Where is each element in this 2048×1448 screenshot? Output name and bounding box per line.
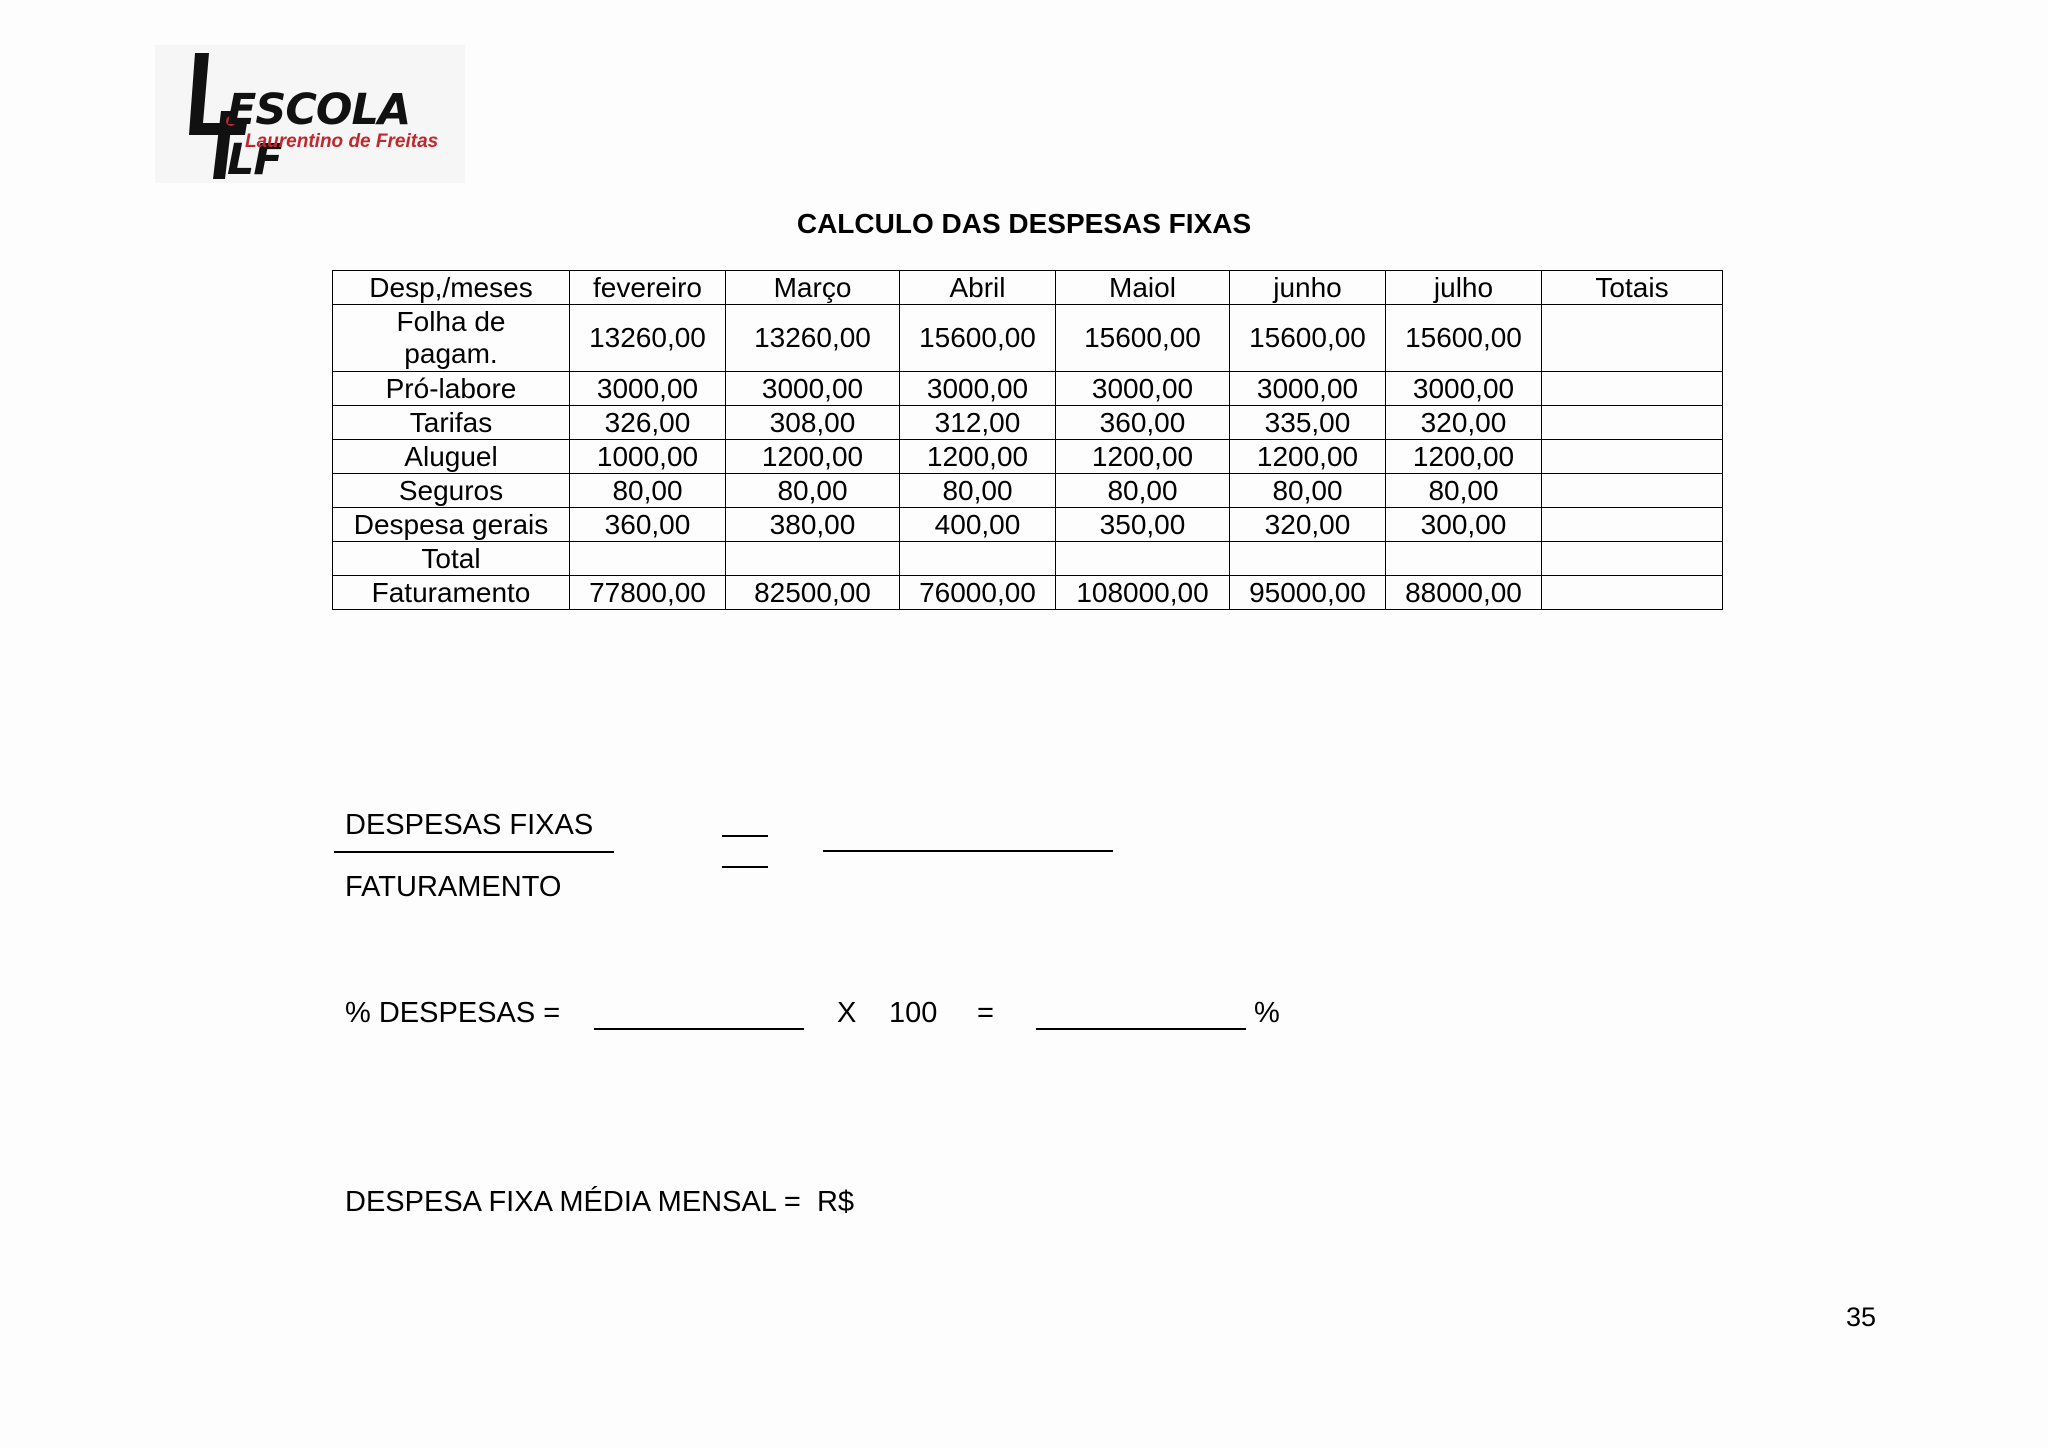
school-logo [155, 45, 465, 183]
table-cell [1386, 542, 1542, 576]
table-cell [1542, 508, 1723, 542]
times-sign: X [837, 997, 857, 1029]
table-header-cell: Desp,/meses [333, 271, 570, 305]
table-row [333, 576, 1723, 610]
table-header-cell: fevereiro [570, 271, 726, 305]
table-cell: 3000,00 [570, 372, 726, 406]
page-title: CALCULO DAS DESPESAS FIXAS [796, 208, 1252, 239]
operator-line-bottom [722, 866, 768, 868]
operator-line-top [722, 835, 768, 837]
table-cell: 350,00 [1056, 508, 1230, 542]
table-cell: 82500,00 [726, 576, 900, 610]
table-cell: 95000,00 [1230, 576, 1386, 610]
table-cell: 308,00 [726, 406, 900, 440]
logo-title: ESCOLA LF [227, 85, 411, 185]
table-cell [1542, 440, 1723, 474]
table-cell: 15600,00 [1230, 305, 1386, 372]
equals-sign: = [977, 997, 994, 1029]
table-cell [1230, 542, 1386, 576]
table-row [333, 542, 1723, 576]
table-cell: 13260,00 [570, 305, 726, 372]
table-cell: 3000,00 [1230, 372, 1386, 406]
fraction-answer-blank[interactable] [823, 850, 1113, 852]
table-cell: 320,00 [1386, 406, 1542, 440]
table-cell: 3000,00 [900, 372, 1056, 406]
percent-blank-1[interactable] [594, 1028, 804, 1030]
table-cell: 312,00 [900, 406, 1056, 440]
row-label: Pró-labore [333, 372, 570, 406]
table-row [333, 406, 1723, 440]
table-header-cell: julho [1386, 271, 1542, 305]
table-cell: 360,00 [570, 508, 726, 542]
average-label-text: DESPESA FIXA MÉDIA MENSAL = [345, 1186, 801, 1218]
percent-unit: % [1254, 997, 1280, 1029]
row-label: Total [333, 542, 570, 576]
table-cell: 335,00 [1230, 406, 1386, 440]
hundred-value: 100 [889, 997, 938, 1029]
fraction-denominator: FATURAMENTO [345, 871, 562, 903]
table-row [333, 440, 1723, 474]
table-cell [726, 542, 900, 576]
row-label: Despesa gerais [333, 508, 570, 542]
table-cell: 108000,00 [1056, 576, 1230, 610]
table-cell: 80,00 [1386, 474, 1542, 508]
table-cell [1542, 305, 1723, 372]
table-cell: 80,00 [570, 474, 726, 508]
table-cell: 13260,00 [726, 305, 900, 372]
table-cell: 88000,00 [1386, 576, 1542, 610]
table-cell: 3000,00 [1056, 372, 1230, 406]
row-label [333, 305, 570, 372]
table-cell: 80,00 [900, 474, 1056, 508]
table-row [333, 474, 1723, 508]
table-cell: 76000,00 [900, 576, 1056, 610]
table-header-cell: Totais [1542, 271, 1723, 305]
table-header-cell: Abril [900, 271, 1056, 305]
table-header-cell: junho [1230, 271, 1386, 305]
table-cell: 326,00 [570, 406, 726, 440]
table-cell: 15600,00 [1056, 305, 1230, 372]
table-row [333, 508, 1723, 542]
table-cell: 15600,00 [900, 305, 1056, 372]
average-currency: R$ [816, 1186, 855, 1218]
table-cell: 3000,00 [1386, 372, 1542, 406]
row-label-text: Folha de pagam. [396, 306, 506, 369]
table-cell: 3000,00 [726, 372, 900, 406]
table-cell: 320,00 [1230, 508, 1386, 542]
table-header-row [333, 271, 1723, 305]
row-label: Seguros [333, 474, 570, 508]
table-cell [1542, 542, 1723, 576]
table-cell [1542, 474, 1723, 508]
table-header-cell: Maiol [1056, 271, 1230, 305]
table-cell: 400,00 [900, 508, 1056, 542]
table-cell: 1200,00 [1230, 440, 1386, 474]
table-cell [1056, 542, 1230, 576]
percent-blank-2[interactable] [1036, 1028, 1246, 1030]
expenses-table [332, 270, 1723, 610]
table-header-cell: Março [726, 271, 900, 305]
table-cell: 15600,00 [1386, 305, 1542, 372]
row-label: Aluguel [333, 440, 570, 474]
fraction-bar [334, 851, 614, 853]
table-cell: 1000,00 [570, 440, 726, 474]
table-cell: 360,00 [1056, 406, 1230, 440]
fraction-numerator: DESPESAS FIXAS [345, 809, 594, 841]
table-cell [1542, 576, 1723, 610]
page-number: 35 [1846, 1302, 1877, 1332]
table-cell: 1200,00 [1386, 440, 1542, 474]
table-cell: 1200,00 [900, 440, 1056, 474]
table-cell: 1200,00 [1056, 440, 1230, 474]
table-cell [570, 542, 726, 576]
table-cell [900, 542, 1056, 576]
table-cell: 80,00 [1056, 474, 1230, 508]
table-cell: 380,00 [726, 508, 900, 542]
table-cell: 300,00 [1386, 508, 1542, 542]
table-row [333, 305, 1723, 372]
table-row [333, 372, 1723, 406]
table-cell: 77800,00 [570, 576, 726, 610]
table-cell [1542, 372, 1723, 406]
table-cell: 80,00 [726, 474, 900, 508]
logo-subtitle: Laurentino de Freitas [245, 131, 439, 152]
table-cell: 80,00 [1230, 474, 1386, 508]
percent-label: % DESPESAS = [345, 997, 561, 1029]
table-cell: 1200,00 [726, 440, 900, 474]
row-label: Tarifas [333, 406, 570, 440]
row-label: Faturamento [333, 576, 570, 610]
table-cell [1542, 406, 1723, 440]
average-label [345, 1186, 854, 1219]
